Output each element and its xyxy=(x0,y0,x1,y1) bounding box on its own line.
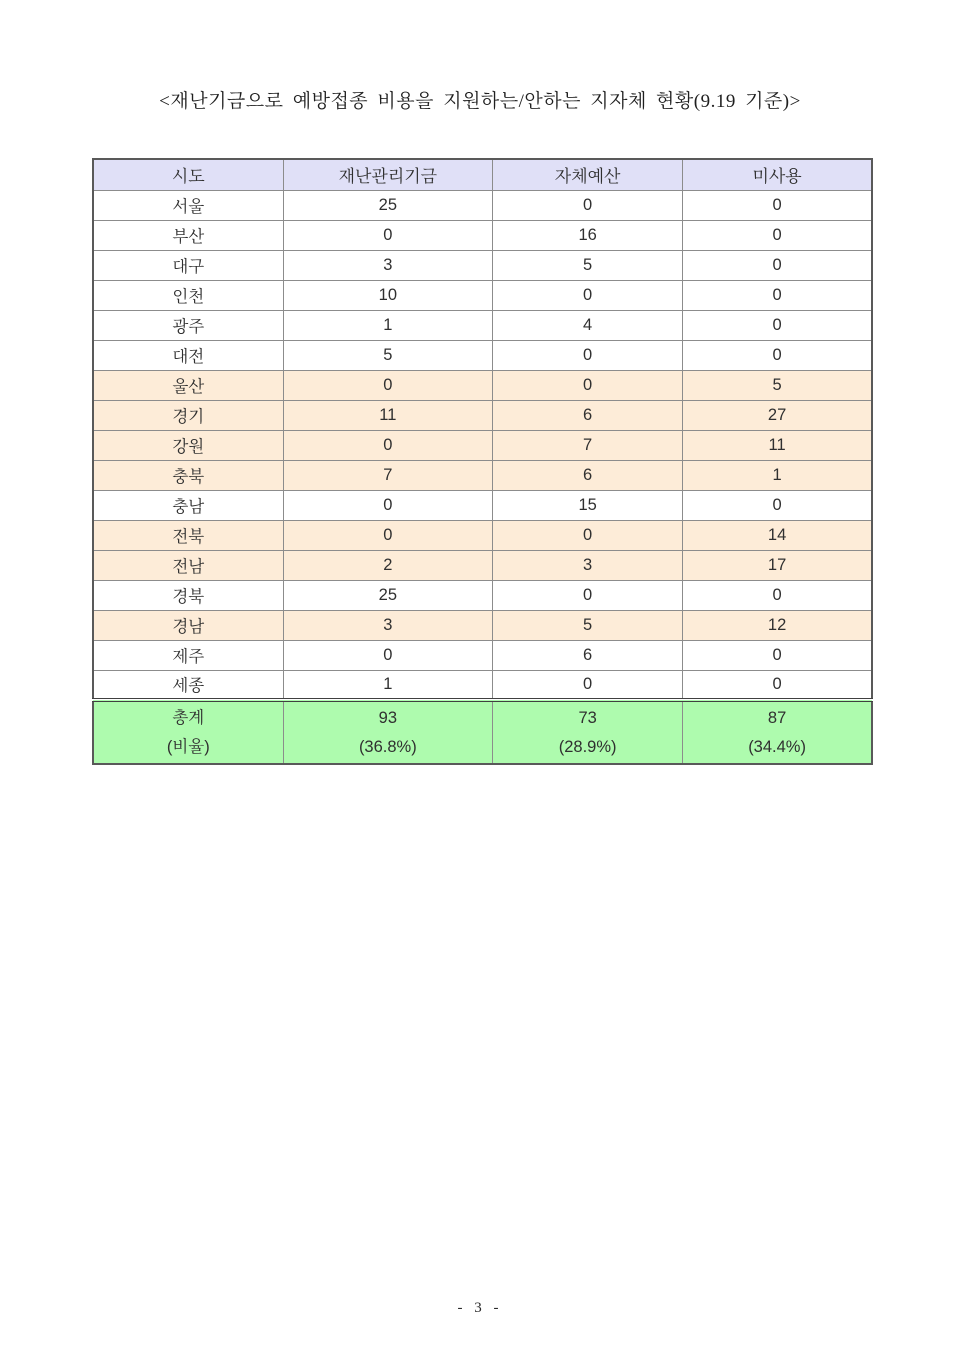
value-cell: 11 xyxy=(283,400,493,430)
total-label-cell xyxy=(93,700,283,764)
table-row xyxy=(93,190,872,220)
value-cell: 0 xyxy=(683,640,872,670)
total-label-sub: (비율) xyxy=(166,737,210,756)
region-cell: 광주 xyxy=(93,310,283,340)
value-cell: 0 xyxy=(283,430,493,460)
value-cell: 6 xyxy=(493,400,683,430)
value-cell: 4 xyxy=(493,310,683,340)
table-row xyxy=(93,370,872,400)
value-cell: 0 xyxy=(683,670,872,700)
table-row xyxy=(93,460,872,490)
value-cell: 3 xyxy=(283,610,493,640)
table-row xyxy=(93,610,872,640)
table-row xyxy=(93,340,872,370)
region-cell: 세종 xyxy=(93,670,283,700)
header-own-budget: 자체예산 xyxy=(493,159,683,190)
value-cell: 0 xyxy=(683,190,872,220)
value-cell: 0 xyxy=(683,490,872,520)
table-row xyxy=(93,580,872,610)
value-cell: 5 xyxy=(283,340,493,370)
region-cell: 충북 xyxy=(93,460,283,490)
value-cell: 6 xyxy=(493,640,683,670)
total-value-cell xyxy=(683,700,872,764)
region-cell: 대전 xyxy=(93,340,283,370)
value-cell: 0 xyxy=(683,220,872,250)
region-cell: 충남 xyxy=(93,490,283,520)
value-cell: 0 xyxy=(493,370,683,400)
table-row xyxy=(93,520,872,550)
value-cell: 27 xyxy=(683,400,872,430)
region-cell: 경기 xyxy=(93,400,283,430)
table-row xyxy=(93,490,872,520)
value-cell: 14 xyxy=(683,520,872,550)
value-cell: 0 xyxy=(493,190,683,220)
table-row xyxy=(93,280,872,310)
total-value-cell xyxy=(283,700,493,764)
value-cell: 7 xyxy=(283,460,493,490)
region-cell: 전북 xyxy=(93,520,283,550)
table-row xyxy=(93,550,872,580)
region-cell: 부산 xyxy=(93,220,283,250)
value-cell: 0 xyxy=(493,520,683,550)
value-cell: 0 xyxy=(683,250,872,280)
value-cell: 5 xyxy=(493,250,683,280)
table-row xyxy=(93,400,872,430)
total-row xyxy=(93,700,872,764)
region-cell: 경북 xyxy=(93,580,283,610)
total-ratio: (28.9%) xyxy=(558,737,617,756)
value-cell: 7 xyxy=(493,430,683,460)
table-body xyxy=(93,190,872,700)
value-cell: 1 xyxy=(683,460,872,490)
value-cell: 5 xyxy=(493,610,683,640)
table-header xyxy=(93,159,872,190)
page-number: - 3 - xyxy=(457,1300,503,1316)
value-cell: 15 xyxy=(493,490,683,520)
region-cell: 전남 xyxy=(93,550,283,580)
region-cell: 대구 xyxy=(93,250,283,280)
value-cell: 0 xyxy=(683,280,872,310)
table-footer xyxy=(93,700,872,764)
value-cell: 0 xyxy=(683,340,872,370)
table-row xyxy=(93,310,872,340)
value-cell: 3 xyxy=(283,250,493,280)
value-cell: 6 xyxy=(493,460,683,490)
region-cell: 울산 xyxy=(93,370,283,400)
value-cell: 0 xyxy=(493,580,683,610)
value-cell: 0 xyxy=(493,280,683,310)
total-value-cell xyxy=(493,700,683,764)
value-cell: 0 xyxy=(493,340,683,370)
page-title: <재난기금으로 예방접종 비용을 지원하는/안하는 지자체 현황(9.19 기준)> xyxy=(159,91,801,112)
region-cell: 경남 xyxy=(93,610,283,640)
table-row xyxy=(93,250,872,280)
total-label: 총계 xyxy=(172,708,205,727)
value-cell: 3 xyxy=(493,550,683,580)
header-row xyxy=(93,159,872,190)
vaccination-fund-table xyxy=(92,158,873,765)
value-cell: 0 xyxy=(493,670,683,700)
table-row xyxy=(93,670,872,700)
region-cell: 강원 xyxy=(93,430,283,460)
value-cell: 16 xyxy=(493,220,683,250)
value-cell: 0 xyxy=(283,490,493,520)
value-cell: 0 xyxy=(283,520,493,550)
value-cell: 1 xyxy=(283,310,493,340)
table-row xyxy=(93,220,872,250)
total-value: 87 xyxy=(767,708,787,727)
value-cell: 0 xyxy=(683,580,872,610)
total-ratio: (34.4%) xyxy=(748,737,806,756)
value-cell: 5 xyxy=(683,370,872,400)
total-value: 93 xyxy=(378,708,398,727)
value-cell: 10 xyxy=(283,280,493,310)
region-cell: 서울 xyxy=(93,190,283,220)
value-cell: 0 xyxy=(283,370,493,400)
value-cell: 17 xyxy=(683,550,872,580)
table-row xyxy=(93,640,872,670)
value-cell: 0 xyxy=(283,640,493,670)
value-cell: 25 xyxy=(283,190,493,220)
value-cell: 12 xyxy=(683,610,872,640)
value-cell: 2 xyxy=(283,550,493,580)
header-disaster-fund: 재난관리기금 xyxy=(283,159,493,190)
value-cell: 1 xyxy=(283,670,493,700)
region-cell: 제주 xyxy=(93,640,283,670)
value-cell: 0 xyxy=(683,310,872,340)
header-unused: 미사용 xyxy=(683,159,872,190)
table-row xyxy=(93,430,872,460)
value-cell: 11 xyxy=(683,430,872,460)
value-cell: 25 xyxy=(283,580,493,610)
region-cell: 인천 xyxy=(93,280,283,310)
value-cell: 0 xyxy=(283,220,493,250)
header-region: 시도 xyxy=(93,159,283,190)
total-ratio: (36.8%) xyxy=(358,737,417,756)
total-value: 73 xyxy=(578,708,597,727)
